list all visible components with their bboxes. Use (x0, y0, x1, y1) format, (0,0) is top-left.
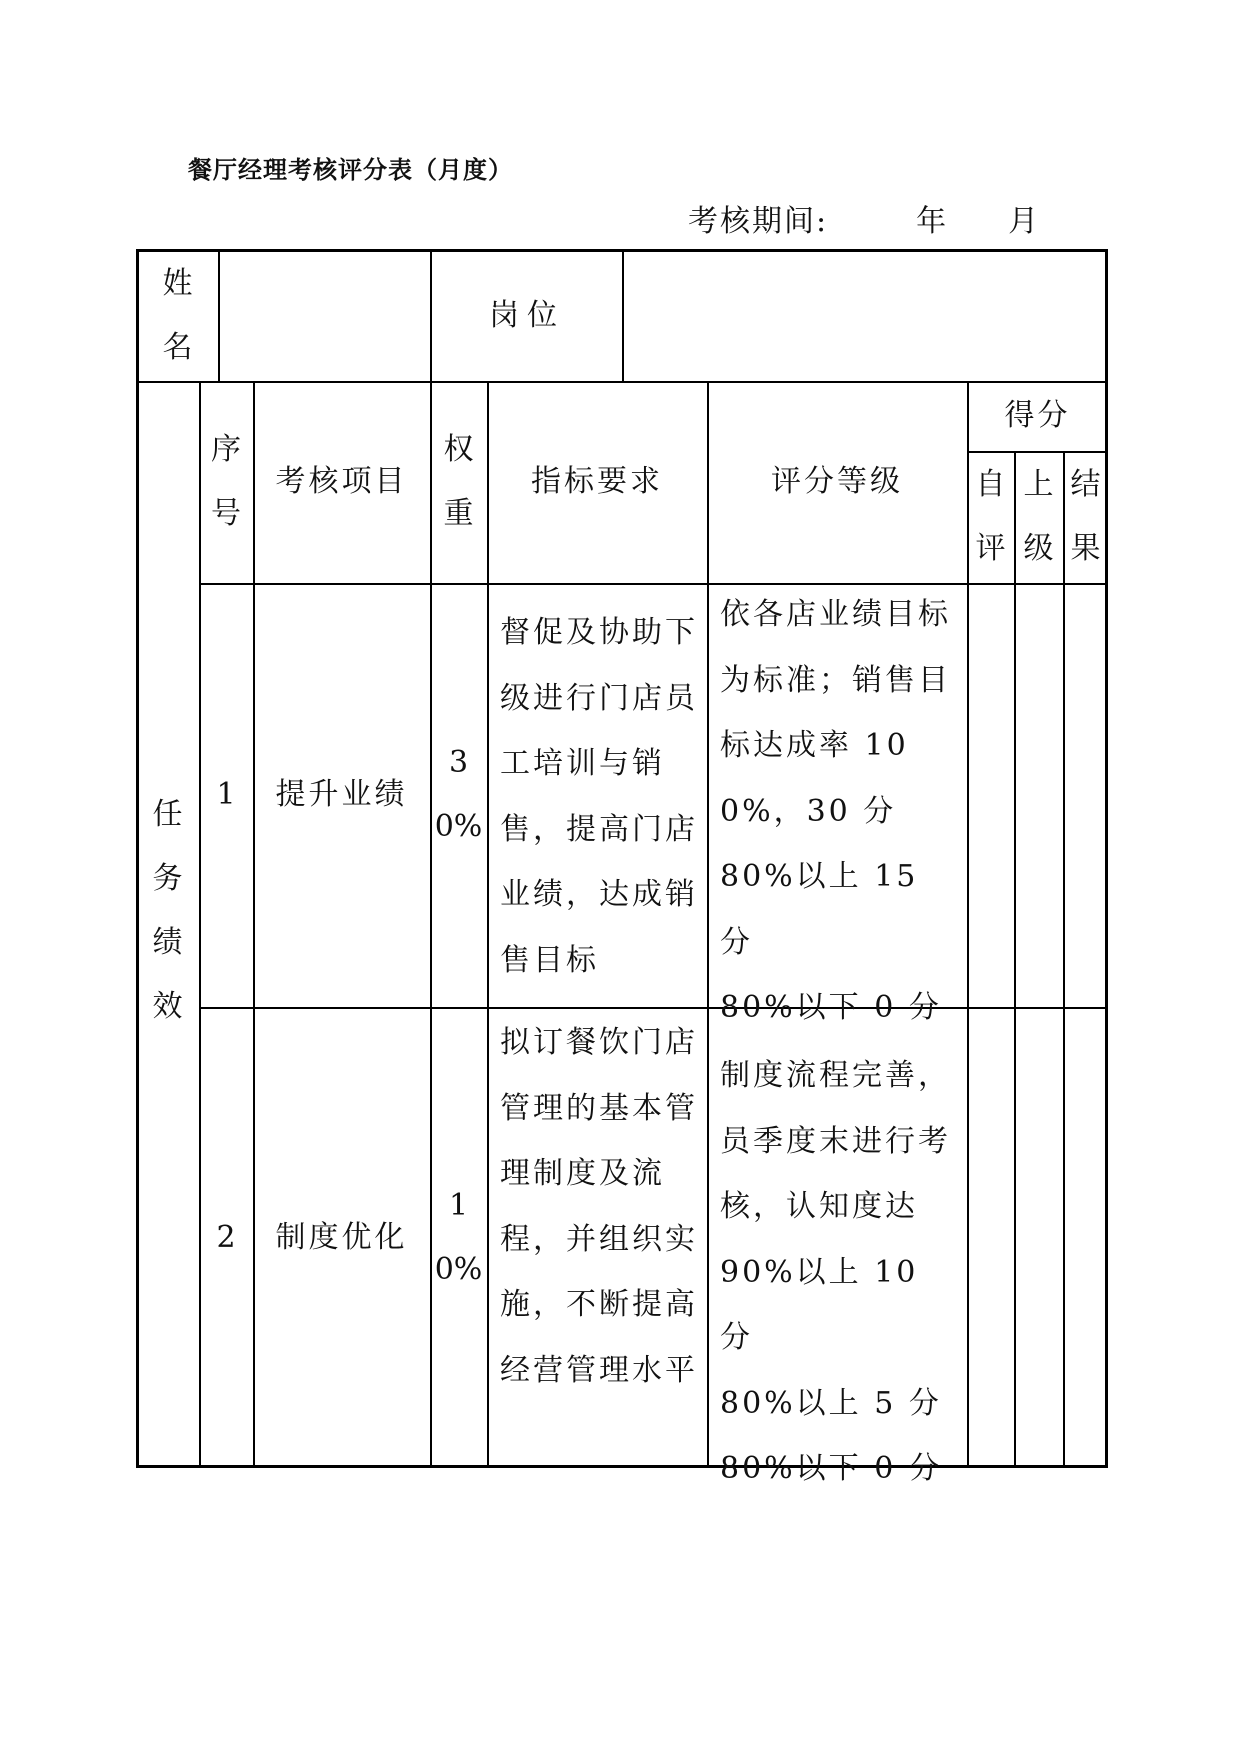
table-row-1-self-eval[interactable] (967, 583, 1014, 1007)
grading-line: 80%以上 5 分 (720, 1385, 942, 1421)
grading-header-text: 评分等级 (771, 464, 903, 499)
row-item: 提升业绩 (275, 777, 408, 812)
period-label: 考核期间: (688, 204, 829, 239)
requirement-header (487, 381, 707, 583)
grading-line: 90%以上 10 分 (720, 1254, 919, 1355)
section-label-cell (136, 583, 199, 1468)
weight-header-text: 权重 (443, 432, 474, 531)
table-row-1-seq (199, 583, 253, 1007)
row-weight: 10% (434, 1187, 483, 1287)
name-label: 姓名 (162, 265, 193, 365)
table-row-1-item (253, 583, 430, 1007)
grading-header (707, 381, 967, 583)
assessment-period (688, 196, 1040, 240)
row-seq: 1 (216, 777, 236, 812)
requirement-header-text: 指标要求 (531, 464, 663, 499)
self-eval-header-text: 自评 (975, 467, 1006, 566)
result-header-text: 结果 (1070, 467, 1101, 566)
grading-line: 80%以下 0 分 (720, 1451, 942, 1486)
name-value-cell[interactable] (219, 249, 431, 382)
row-weight: 30% (434, 745, 483, 844)
grading-line: 80%以上 15 分 (720, 859, 919, 960)
table-row-1-weight (430, 583, 487, 1007)
table-row-2-weight (430, 1007, 487, 1468)
position-value-cell[interactable] (623, 249, 1108, 382)
table-row-1-result[interactable] (1063, 583, 1108, 1007)
grading-line: 依各店业绩目标为标准；销售目标达成率 100%，30 分 (720, 597, 951, 829)
table-row-2-item (253, 1007, 430, 1468)
position-label: 岗位 (489, 297, 565, 333)
position-label-cell (431, 249, 623, 382)
table-row-1-requirement: 督促及协助下级进行门店员工培训与销售，提高门店业绩，达成销售目标 (500, 615, 698, 978)
item-header-text: 考核项目 (275, 464, 408, 499)
table-row-2-grading (720, 1043, 962, 1502)
section-label: 任务绩效 (152, 797, 183, 1024)
form-title: 餐厅经理考核评分表（月度） (188, 155, 513, 184)
weight-header (430, 381, 487, 583)
table-row-1-superior[interactable] (1014, 583, 1063, 1007)
superior-header (1014, 451, 1063, 583)
year-label: 年 (916, 204, 949, 239)
score-header-text: 得分 (1004, 398, 1071, 433)
grading-line: 制度流程完善，员季度末进行考核，认知度达 (720, 1058, 951, 1224)
grading-line: 80%以下 0 分 (720, 990, 942, 1025)
seq-header-text: 序号 (211, 432, 241, 531)
table-row-2-requirement: 拟订餐饮门店管理的基本管理制度及流程，并组织实施，不断提高经营管理水平 (500, 1025, 698, 1388)
superior-header-text: 上级 (1023, 467, 1054, 566)
self-eval-header (967, 451, 1014, 583)
table-row-2-result[interactable] (1063, 1007, 1108, 1468)
item-header (253, 381, 430, 583)
row-seq: 2 (216, 1219, 236, 1255)
table-row-2-self-eval[interactable] (967, 1007, 1014, 1468)
table-row-2-superior[interactable] (1014, 1007, 1063, 1468)
score-header (967, 381, 1108, 451)
month-label: 月 (1008, 204, 1041, 239)
row-item: 制度优化 (275, 1219, 408, 1255)
table-row-1-grading (720, 582, 962, 1041)
name-label-cell (136, 249, 219, 382)
seq-header (199, 381, 253, 583)
table-row-2-seq (199, 1007, 253, 1468)
result-header (1063, 451, 1108, 583)
